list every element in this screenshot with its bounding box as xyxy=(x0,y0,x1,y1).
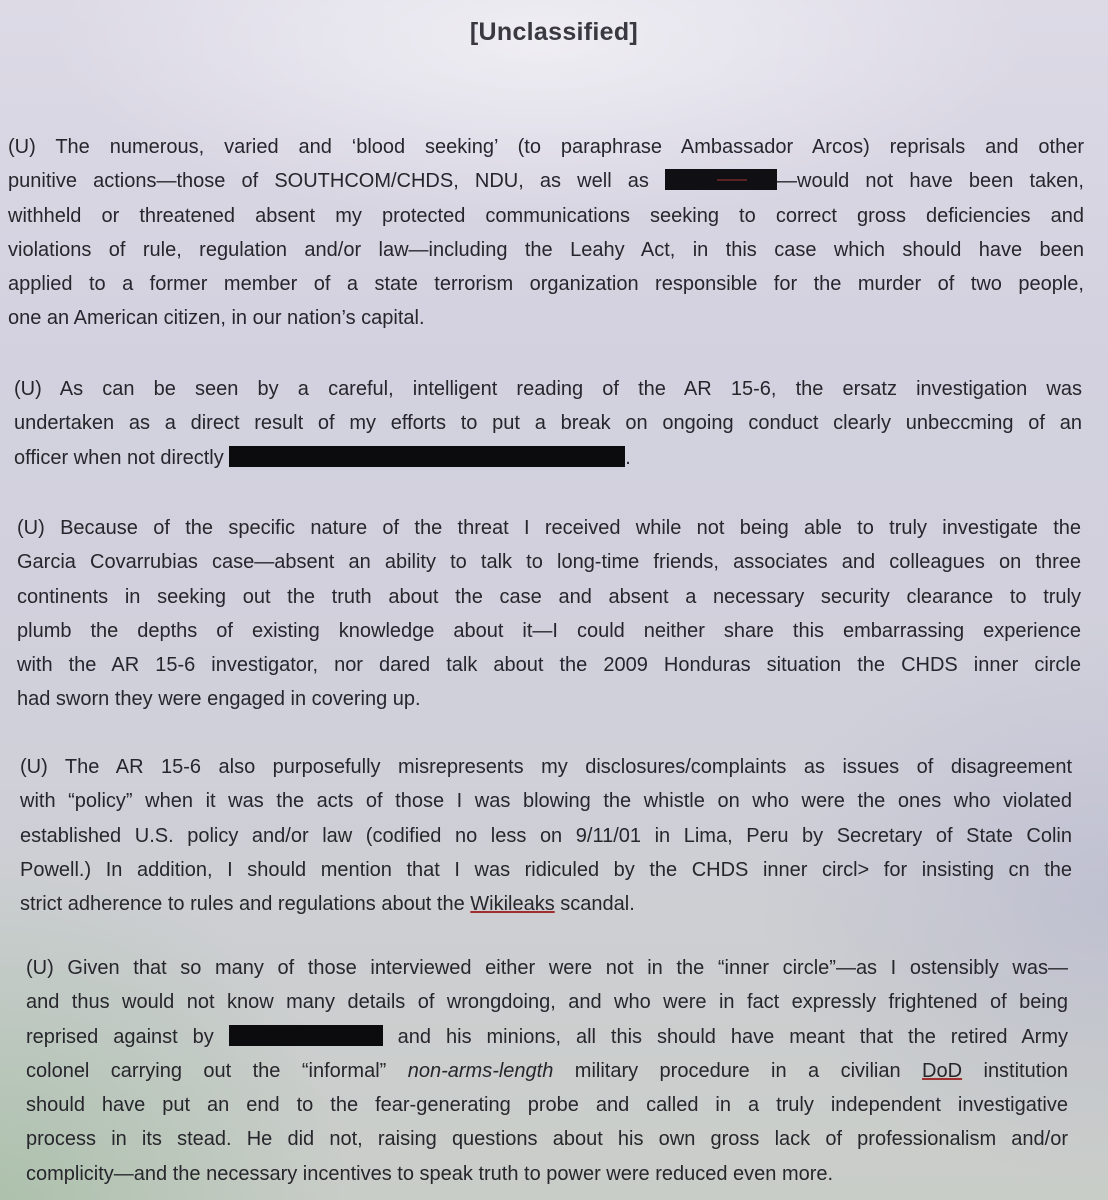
paragraph-line: complicity—and the necessary incentives to speak truth to power were reduced even more. xyxy=(26,1162,834,1185)
paragraph-line: (U) The AR 15-6 also purposefully misrepresents my disclosures/complaints as issues of disagreement xyxy=(20,756,1072,778)
paragraph-line: (U) As can be seen by a careful, intelligent reading of the AR 15-6, the ersatz investigation was xyxy=(14,378,1082,400)
paragraph-line: process in its stead. He did not, raising questions about his own gross lack of professionalism and/or xyxy=(26,1128,1068,1151)
paragraph-line: (U) Given that so many of those interviewed either were not in the “inner circle”—as I ostensibly was— xyxy=(26,957,1068,979)
paragraph-investigation xyxy=(14,372,1082,475)
paragraph-line: reprised against by and his minions, all this should have meant that the retired Army xyxy=(26,1025,1068,1048)
paragraph-line: with the AR 15-6 investigator, nor dared talk about the 2009 Honduras situation the CHDS inner circle xyxy=(17,654,1081,677)
paragraph-line: strict adherence to rules and regulations about the Wikileaks scandal. xyxy=(20,893,635,916)
paragraph-inner-circle xyxy=(26,951,1068,1191)
paragraph-line: (U) The numerous, varied and ‘blood seeking’ (to paraphrase Ambassador Arcos) reprisals and other xyxy=(8,136,1084,158)
classification-header: [Unclassified] xyxy=(469,18,639,46)
paragraph-line: and thus would not know many details of wrongdoing, and who were in fact expressly frightened of being xyxy=(26,991,1068,1014)
paragraph-line: should have put an end to the fear-generating probe and called in a truly independent investigative xyxy=(26,1094,1068,1117)
paragraph-line: officer when not directly . xyxy=(14,446,631,469)
paragraph-line: undertaken as a direct result of my efforts to put a break on ongoing conduct clearly unbeccming of an xyxy=(14,412,1082,435)
redaction-block xyxy=(229,1025,383,1046)
paragraph-line: continents in seeking out the truth about the case and absent a necessary security clearance to truly xyxy=(17,585,1081,608)
paragraph-line: (U) Because of the specific nature of the threat I received while not being able to truly investigate the xyxy=(17,517,1081,539)
paragraph-threat xyxy=(17,511,1081,717)
redaction-block xyxy=(665,169,777,190)
paragraph-policy xyxy=(20,750,1072,921)
paragraph-line: withheld or threatened absent my protected communications seeking to correct gross deficiencies and xyxy=(8,204,1084,227)
paragraph-line: violations of rule, regulation and/or law—including the Leahy Act, in this case which should have been xyxy=(8,238,1084,261)
paragraph-line: punitive actions—those of SOUTHCOM/CHDS, NDU, as well as —would not have been taken, xyxy=(8,170,1084,193)
paragraph-line: had sworn they were engaged in covering up. xyxy=(17,688,421,711)
paragraph-line: with “policy” when it was the acts of those I was blowing the whistle on who were the ones who violated xyxy=(20,790,1072,813)
paragraph-line: plumb the depths of existing knowledge about it—I could neither share this embarrassing experience xyxy=(17,619,1081,642)
paragraph-reprisals xyxy=(8,130,1084,336)
paragraph-line: applied to a former member of a state terrorism organization responsible for the murder of two people, xyxy=(8,273,1084,296)
paragraph-line: one an American citizen, in our nation’s capital. xyxy=(8,307,425,330)
redaction-block xyxy=(229,446,625,467)
paragraph-line: established U.S. policy and/or law (codified no less on 9/11/01 in Lima, Peru by Secretary of State Colin xyxy=(20,824,1072,847)
paragraph-line: Powell.) In addition, I should mention that I was ridiculed by the CHDS inner circl> for insisting cn the xyxy=(20,858,1072,881)
paragraph-line: Garcia Covarrubias case—absent an ability to talk to long-time friends, associates and colleagues on three xyxy=(17,551,1081,574)
paragraph-line: colonel carrying out the “informal” non-arms-length military procedure in a civilian DoD institution xyxy=(26,1059,1068,1082)
